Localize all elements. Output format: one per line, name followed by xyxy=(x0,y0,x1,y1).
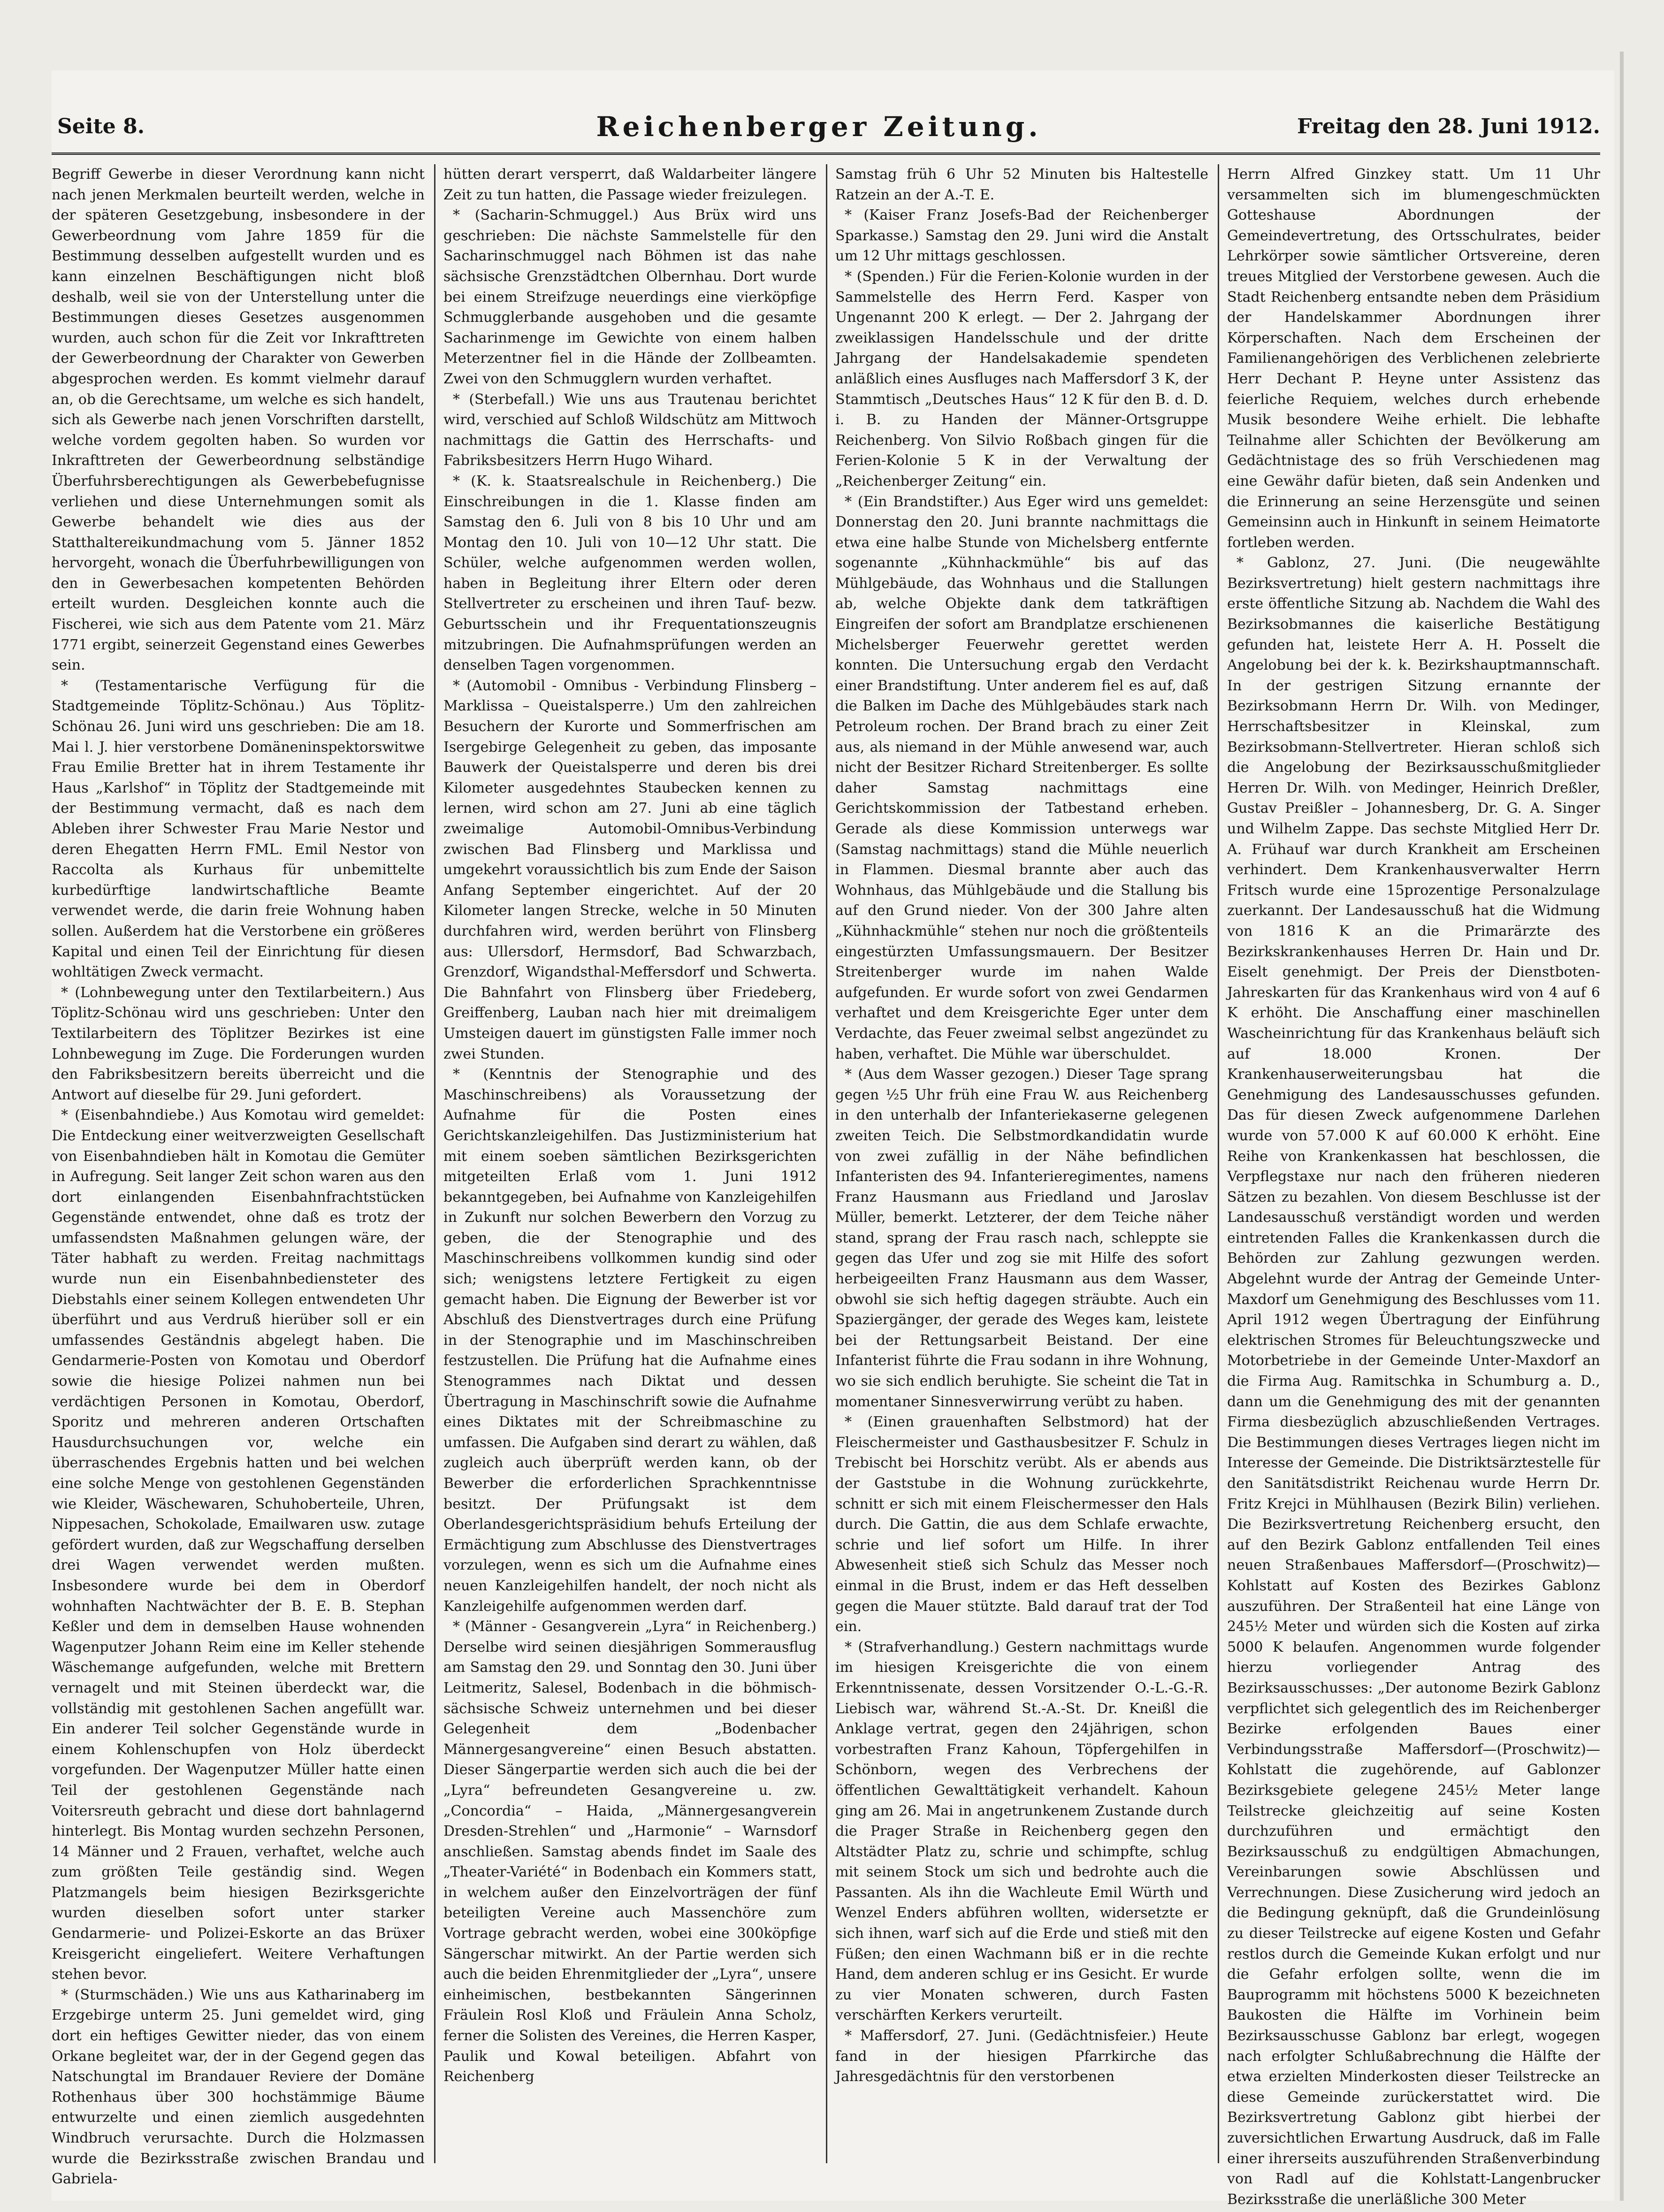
article-paragraph: Begriff Gewerbe in dieser Verordnung kann nicht nach jenen Merkmalen beurteilt werden, welche in der späteren Gesetzgebung, insbesondere in der Gewerbeordnung vom Jahre 1859 für die Bestimmung desselben aufgestellt wurden und es kann einzelnen Beschäftigungen nicht bloß deshalb, weil sie von der Unterstellung unter die Bestimmungen dieses Gesetzes ausgenommen wurden, auch schon für die Zeit vor Inkrafttreten der Gewerbeordnung der Charakter von Gewerben abgesprochen werden. Es kommt vielmehr darauf an, ob die Gerechtsame, um welche es sich handelt, sich als Gewerbe nach jenen Vorschriften darstellt, welche vordem gegolten haben. So wurden vor Inkrafttreten der Gewerbeordnung selbständige Überfuhrsberechtigungen als Gewerbebefugnisse verliehen und diese Unternehmungen somit als Gewerbe behandelt wie dies aus der Statthaltereikundmachung vom 5. Jänner 1852 hervorgeht, wonach die Überfuhrbewilligungen von den in Gewerbesachen kompetenten Behörden erteilt wurden. Desgleichen konnte auch die Fischerei, wie sich aus dem Patente vom 21. März 1771 ergibt, seinerzeit Gegenstand eines Gewerbes sein. xyxy=(52,166,425,674)
page-header xyxy=(52,108,1600,155)
article-paragraph: * (Kenntnis der Stenographie und des Maschinschreibens) als Voraussetzung der Aufnahme für die Posten eines Gerichtskanzleigehilfen. Das Justizministerium hat mit einem soeben sämtlichen Bezirksgerichten mitgeteilten Erlaß vom 1. Juni 1912 bekanntgegeben, bei Aufnahme von Kanzleigehilfen in Zukunft nur solchen Bewerbern den Vorzug zu geben, die der Stenographie und des Maschinschreibens vollkommen kundig sind oder sich; wenigstens letztere Fertigkeit zu eigen gemacht haben. Die Eignung der Bewerber ist vor Abschluß des Dienstvertrages durch eine Prüfung in der Stenographie und im Maschinschreiben festzustellen. Die Prüfung hat die Aufnahme eines Stenogrammes nach Diktat und dessen Übertragung in Maschinschrift sowie die Aufnahme eines Diktates mit der Schreibmaschine zu umfassen. Die Aufgaben sind derart zu wählen, daß zugleich auch überprüft werden kann, ob der Bewerber die erforderlichen Sprachkenntnisse besitzt. Der Prüfungsakt ist dem Oberlandesgerichtspräsidium behufs Erteilung der Ermächtigung zum Abschlusse des Dienstvertrages vorzulegen, wenn es sich um die Aufnahme eines neuen Kanzleigehilfen handelt, der noch nicht als Kanzleigehilfe aufgenommen werden darf. xyxy=(443,1066,817,1615)
article-paragraph: Herrn Alfred Ginzkey statt. Um 11 Uhr versammelten sich im blumengeschmückten Gotteshause Abordnungen der Gemeindevertretung, des Ortsschulrates, beider Lehrkörper sowie sämtlicher Ortsvereine, deren treues Mitglied der Verstorbene gewesen. Auch die Stadt Reichenberg entsandte neben dem Präsidium der Handelskammer Abordnungen ihrer Körperschaften. Nach dem Erscheinen der Familienangehörigen des Verblichenen zelebrierte Herr Dechant P. Heyne unter Assistenz das feierliche Requiem, welches durch erhebende Musik besondere Weihe erhielt. Die lebhafte Teilnahme aller Schichten der Bevölkerung am Gedächtnistage des so früh Verschiedenen mag eine Gewähr dafür bieten, daß sein Andenken und die Erinnerung an seine Herzensgüte und seinen Gemeinsinn auch in Hinkunft in seinem Heimatorte fortleben werden. xyxy=(1227,166,1600,551)
article-paragraph: * (Kaiser Franz Josefs-Bad der Reichenberger Sparkasse.) Samstag den 29. Juni wird die Anstalt um 12 Uhr mittags geschlossen. xyxy=(835,207,1208,265)
article-paragraph: Samstag früh 6 Uhr 52 Minuten bis Haltestelle Ratzein an der A.-T. E. xyxy=(835,166,1208,203)
article-paragraph: * (Lohnbewegung unter den Textilarbeitern.) Aus Töplitz-Schönau wird uns geschrieben: Unter den Textilarbeitern des Töplitzer Bezirkes ist eine Lohnbewegung im Zuge. Die Forderungen wurden den Fabriksbesitzern bereits überreicht und die Antwort auf dieselbe für 29. Juni gefordert. xyxy=(52,984,425,1103)
column-rule xyxy=(434,164,435,2163)
article-paragraph: * (Männer - Gesangverein „Lyra“ in Reichenberg.) Derselbe wird seinen diesjährigen Sommerausflug am Samstag den 29. und Sonntag den 30. Juni über Leitmeritz, Salesel, Bodenbach in die böhmisch-sächsische Schweiz unternehmen und bei dieser Gelegenheit dem „Bodenbacher Männergesangvereine“ einen Besuch abstatten. Dieser Sängerpartie werden sich auch die bei der „Lyra“ befreundeten Gesangvereine u. zw. „Concordia“ – Haida, „Männergesangverein Dresden-Strehlen“ und „Harmonie“ – Warnsdorf anschließen. Samstag abends findet im Saale des „Theater-Variété“ in Bodenbach ein Kommers statt, in welchem außer den Einzelvorträgen der fünf beteiligten Vereine auch Massenchöre zum Vortrage gebracht werden, wobei eine 300köpfige Sängerschar mitwirkt. An der Partie werden sich auch die beiden Ehrenmitglieder der „Lyra“, unsere einheimischen, bestbekannten Sängerinnen Fräulein Rosl Kloß und Fräulein Anna Scholz, ferner die Solisten des Vereines, die Herren Kasper, Paulik und Kowal beteiligen. Abfahrt von Reichenberg xyxy=(443,1618,817,2085)
article-paragraph: hütten derart versperrt, daß Waldarbeiter längere Zeit zu tun hatten, die Passage wieder freizulegen. xyxy=(443,166,817,203)
newspaper-page xyxy=(52,70,1614,2208)
article-paragraph: * (Testamentarische Verfügung für die Stadtgemeinde Töplitz-Schönau.) Aus Töplitz-Schönau 26. Juni wird uns geschrieben: Die am 18. Mai l. J. hier verstorbene Domäneninspektorswitwe Frau Emilie Bretter hat in ihrem Testamente ihr Haus „Karlshof“ in Töplitz der Stadtgemeinde mit der Bestimmung vermacht, daß es nach dem Ableben ihrer Schwester Frau Marie Nestor und deren Ehegatten Herrn FML. Emil Nestor von Raccolta als Kurhaus für unbemittelte kurbedürftige landwirtschaftliche Beamte verwendet werde, die darin freie Wohnung haben sollen. Außerdem hat die Verstorbene ein größeres Kapital und einen Teil der Einrichtung für diesen wohltätigen Zweck vermacht. xyxy=(52,677,425,981)
article-paragraph: * (Spenden.) Für die Ferien-Kolonie wurden in der Sammelstelle des Herrn Ferd. Kasper von Ungenannt 200 K erlegt. — Der 2. Jahrgang der zweiklassigen Handelsschule und der dritte Jahrgang der Handelsakademie spendeten anläßlich eines Ausfluges nach Maffersdorf 3 K, der Stammtisch „Deutsches Haus“ 12 K für den B. d. D. i. B. zu Handen der Männer-Ortsgruppe Reichenberg. Von Silvio Roßbach gingen für die Ferien-Kolonie 5 K in der Verwaltung der „Reichenberger Zeitung“ ein. xyxy=(835,268,1208,489)
article-paragraph: * (Aus dem Wasser gezogen.) Dieser Tage sprang gegen ½5 Uhr früh eine Frau W. aus Reichenberg in den unterhalb der Infanteriekaserne gelegenen zweiten Teich. Die Selbstmordkandidatin wurde von zwei zufällig in der Nähe befindlichen Infanteristen des 94. Infanterieregimentes, namens Franz Hausmann aus Friedland und Jaroslav Müller, bemerkt. Letzterer, der dem Teiche näher stand, sprang der Frau rasch nach, schleppte sie gegen das Ufer und zog sie mit Hilfe des sofort herbeigeeilten Franz Hausmann aus dem Wasser, obwohl sie sich heftig dagegen sträubte. Auch ein Spaziergänger, der gerade des Weges kam, leistete bei der Rettungsarbeit Beistand. Der eine Infanterist führte die Frau sodann in ihre Wohnung, wo sie sich endlich beruhigte. Sie scheint die Tat in momentaner Sinnesverwirrung verübt zu haben. xyxy=(835,1066,1208,1410)
article-paragraph: * (Ein Brandstifter.) Aus Eger wird uns gemeldet: Donnerstag den 20. Juni brannte nachmittags die etwa eine halbe Stunde von Michelsberg entfernte sogenannte „Kühnhackmühle“ bis auf das Mühlgebäude, das Wohnhaus und die Stallungen ab, welche Objekte dank dem tatkräftigen Eingreifen der sofort am Brandplatze erschienenen Michelsberger Feuerwehr gerettet werden konnten. Die Untersuchung ergab den Verdacht einer Brandstiftung. Unter anderem fiel es auf, daß die Balken im Dache des Mühlgebäudes stark nach Petroleum rochen. Der Brand brach zu einer Zeit aus, als niemand in der Mühle anwesend war, auch nicht der Besitzer Richard Streitenberger. Es sollte daher Samstag nachmittags eine Gerichtskommission der Tatbestand erheben. Gerade als diese Kommission unterwegs war (Samstag nachmittags) stand die Mühle neuerlich in Flammen. Diesmal brannte aber auch das Wohnhaus, das Mühlgebäude und die Stallung bis auf den Grund nieder. Von der 300 Jahre alten „Kühnhackmühle“ stehen nur noch die größtenteils eingestürzten Umfassungsmauern. Der Besitzer Streitenberger wurde im nahen Walde aufgefunden. Er wurde sofort von zwei Gendarmen verhaftet und dem Kreisgerichte Eger unter dem Verdachte, das Feuer zweimal selbst angezündet zu haben, verhaftet. Die Mühle war überschuldet. xyxy=(835,493,1208,1062)
column-rule xyxy=(1218,164,1219,2163)
article-paragraph: * (Sacharin-Schmuggel.) Aus Brüx wird uns geschrieben: Die nächste Sammelstelle für den Sacharinschmuggel nach Böhmen ist das nahe sächsische Grenzstädtchen Olbernhau. Dort wurde bei einem Streifzuge neuerdings eine vierköpfige Schmugglerbande ausgehoben und die gesamte Sacharinmenge im Gewichte von einem halben Meterzentner fiel in die Hände der Zollbeamten. Zwei von den Schmugglern wurden verhaftet. xyxy=(443,207,817,387)
column-rule xyxy=(826,164,827,2163)
column-1 xyxy=(52,164,425,2188)
article-paragraph: * (Automobil - Omnibus - Verbindung Flinsberg – Marklissa – Queistalsperre.) Um den zahlreichen Besuchern der Kurorte und Sommerfrischen am Isergebirge Gelegenheit zu geben, das imposante Bauwerk der Queistalsperre und deren bis drei Kilometer ausgedehntes Staubecken kennen zu lernen, wird schon am 27. Juni ab eine täglich zweimalige Automobil-Omnibus-Verbindung zwischen Bad Flinsberg und Marklissa und umgekehrt voraussichtlich bis zum Ende der Saison Anfang September eingerichtet. Auf der 20 Kilometer langen Strecke, welche in 50 Minuten durchfahren wird, werden berührt von Flinsberg aus: Ullersdorf, Hermsdorf, Bad Schwarzbach, Grenzdorf, Wigandsthal-Meffersdorf und Schwerta. Die Bahnfahrt von Flinsberg über Friedeberg, Greiffenberg, Lauban nach hier mit dreimaligem Umsteigen dauert im günstigsten Falle immer noch zwei Stunden. xyxy=(443,677,817,1062)
article-paragraph: * Gablonz, 27. Juni. (Die neugewählte Bezirksvertretung) hielt gestern nachmittags ihre erste öffentliche Sitzung ab. Nachdem die Wahl des Bezirksobmannes die kaiserliche Bestätigung gefunden hat, leistete Herr A. H. Posselt die Angelobung bei der k. k. Bezirkshauptmannschaft. In der gestrigen Sitzung ernannte der Bezirksobmann Herrn Dr. Wilh. von Medinger, Herrschaftsbesitzer in Kleinskal, zum Bezirksobmann-Stellvertreter. Hieran schloß sich die Angelobung der Bezirksausschußmitglieder Herren Dr. Wilh. von Medinger, Heinrich Dreßler, Gustav Preißler – Johannesberg, Dr. G. A. Singer und Wilhelm Zappe. Das sechste Mitglied Herr Dr. A. Frühauf war durch Krankheit am Erscheinen verhindert. Dem Krankenhausverwalter Herrn Fritsch wurde eine 15prozentige Personalzulage zuerkannt. Der Landesausschuß hat die Widmung von 1816 K an die Primarärzte des Bezirkskrankenhauses Herren Dr. Hain und Dr. Eiselt genehmigt. Der Preis der Dienstboten-Jahreskarten für das Krankenhaus wird von 4 auf 6 K erhöht. Die Anschaffung einer maschinellen Wascheinrichtung für das Krankenhaus beläuft sich auf 18.000 Kronen. Der Krankenhauserweiterungsbau hat die Genehmigung des Landesausschusses gefunden. Das für diesen Zweck aufgenommene Darlehen wurde von 57.000 K auf 60.000 K erhöht. Eine Reihe von Krankenkassen hat beschlossen, die Verpflegstaxe nur nach den früheren niederen Sätzen zu bezahlen. Von diesem Beschlusse ist der Landesausschuß verständigt worden und werden eintretenden Falles die Krankenkassen durch die Behörden zur Zahlung gezwungen werden. Abgelehnt wurde der Antrag der Gemeinde Unter-Maxdorf um Genehmigung des Beschlusses vom 11. April 1912 wegen Übertragung der Einführung elektrischen Stromes für Beleuchtungszwecke und Motorbetriebe in der Gemeinde Unter-Maxdorf an die Firma Aug. Ramitschka in Schumburg a. D., dann um die Genehmigung des mit der genannten Firma diesbezüglich abzuschließenden Vertrages. Die Bestimmungen dieses Vertrages liegen nicht im Interesse der Gemeinde. Die Distriktsärztestelle für den Sanitätsdistrikt Reichenau wurde Herrn Dr. Fritz Krejci in Mühlhausen (Bezirk Bilin) verliehen. Die Bezirksvertretung Reichenberg ersucht, den auf den Bezirk Gablonz entfallenden Teil eines neuen Straßenbaues Maffersdorf—(Proschwitz)—Kohlstatt auf Kosten des Bezirkes Gablonz auszuführen. Der Straßenteil hat eine Länge von 245½ Meter und würden sich die Kosten auf zirka 5000 K belaufen. Angenommen wurde folgender hierzu vorliegender Antrag des Bezirksausschusses: „Der autonome Bezirk Gablonz verpflichtet sich gelegentlich des im Reichenberger Bezirke erfolgenden Baues einer Verbindungsstraße Maffersdorf—(Proschwitz)—Kohlstatt die zugehörende, auf Gablonzer Bezirksgebiete gelegene 245½ Meter lange Teilstrecke gleichzeitig auf seine Kosten durchzuführen und ermächtigt den Bezirksausschuß zu endgültigen Abmachungen, Vereinbarungen sowie Abschlüssen und Verrechnungen. Diese Zusicherung wird jedoch an die Bedingung geknüpft, daß die Grundeinlösung zu dieser Teilstrecke auf eigene Kosten und Gefahr restlos durch die Gemeinde Kukan erfolgt und nur die Gefahr erfolgen sollte, wenn die im Bauprogramm mit höchstens 5000 K bezeichneten Baukosten die Hälfte im Vorhinein beim Bezirksausschusse Gablonz bar erlegt, wogegen nach erfolgter Schlußabrechnung die Hälfte der etwa erzielten Minderkosten dieser Teilstrecke an diese Gemeinde zurückerstattet wird. Die Bezirksvertretung Gablonz gibt hierbei der zuversichtlichen Erwartung Ausdruck, daß im Falle einer ihrerseits auszuführenden Straßenverbindung von Radl auf die Kohlstatt-Langenbrucker Bezirksstraße die unerläßliche 300 Meter xyxy=(1227,555,1600,2208)
scan-page-edge xyxy=(1620,52,1624,2201)
article-paragraph: * (Einen grauenhaften Selbstmord) hat der Fleischermeister und Gasthausbesitzer F. Schulz in Trebischt bei Horschitz verübt. Als er abends aus der Gaststube in die Wohnung zurückkehrte, schnitt er sich mit einem Fleischermesser den Hals durch. Die Gattin, die aus dem Schlafe erwachte, schrie und lief sofort um Hilfe. In ihrer Abwesenheit stieß sich Schulz das Messer noch einmal in die Brust, indem er das Heft desselben gegen die Mauer stützte. Bald darauf trat der Tod ein. xyxy=(835,1414,1208,1635)
column-3 xyxy=(835,164,1208,2163)
article-paragraph: * (Strafverhandlung.) Gestern nachmittags wurde im hiesigen Kreisgerichte die von einem Erkenntnissenate, dessen Vorsitzender O.-L.-G.-R. Liebisch war, während St.-A.-St. Dr. Kneißl die Anklage vertrat, gegen den 24jährigen, schon vorbestraften Franz Kahoun, Töpfergehilfen in Schönborn, wegen des Verbrechens der öffentlichen Gewalttätigkeit verhandelt. Kahoun ging am 26. Mai in angetrunkenem Zustande durch die Prager Straße in Reichenberg gegen den Altstädter Platz zu, schrie und schimpfte, schlug mit seinem Stock um sich und bedrohte auch die Passanten. Als ihn die Wachleute Emil Würth und Wenzel Enders abführen wollten, widersetzte er sich ihnen, warf sich auf die Erde und stieß mit den Füßen; den einen Wachmann biß er in die rechte Hand, dem anderen schlug er ins Gesicht. Er wurde zu vier Monaten schweren, durch Fasten verschärften Kerkers verurteilt. xyxy=(835,1639,1208,2024)
article-paragraph: * (Sturmschäden.) Wie uns aus Katharinaberg im Erzgebirge unterm 25. Juni gemeldet wird, ging dort ein heftiges Gewitter nieder, das von einem Orkane begleitet war, der in der Gegend gegen das Natschungtal im Brandauer Reviere der Domäne Rothenhaus über 300 hochstämmige Bäume entwurzelte und einen ziemlich ausgedehnten Windbruch verursachte. Durch die Holzmassen wurde die Bezirksstraße zwischen Brandau und Gabriela- xyxy=(52,1986,425,2188)
article-paragraph: * Maffersdorf, 27. Juni. (Gedächtnisfeier.) Heute fand in der hiesigen Pfarrkirche das Jahresgedächtnis für den verstorbenen xyxy=(835,2028,1208,2085)
column-2 xyxy=(443,164,817,2163)
article-paragraph: * (K. k. Staatsrealschule in Reichenberg.) Die Einschreibungen in die 1. Klasse finden am Samstag den 6. Juli von 8 bis 10 Uhr und am Montag den 10. Juli von 10—12 Uhr statt. Die Schüler, welche aufgenommen werden wollen, haben in Begleitung ihrer Eltern oder deren Stellvertreter zu erscheinen und ihren Tauf- bezw. Geburtsschein und ihr Frequentationszeugnis mitzubringen. Die Aufnahmsprüfungen werden an denselben Tagen vorgenommen. xyxy=(443,473,817,674)
page-number: Seite 8. xyxy=(57,114,145,138)
article-paragraph: * (Sterbefall.) Wie uns aus Trautenau berichtet wird, verschied auf Schloß Wildschütz am Mittwoch nachmittags die Gattin des Herrschafts- und Fabriksbesitzers Herrn Hugo Wihard. xyxy=(443,391,817,469)
article-columns xyxy=(52,164,1605,2208)
column-4 xyxy=(1227,164,1600,2208)
masthead-title: Reichenberger Zeitung. xyxy=(596,111,1042,143)
article-paragraph: * (Eisenbahndiebe.) Aus Komotau wird gemeldet: Die Entdeckung einer weitverzweigten Gesellschaft von Eisenbahndieben hält in Komotau die Gemüter in Aufregung. Seit langer Zeit schon waren aus den dort einlangenden Eisenbahnfrachtstücken Gegenstände entwendet, ohne daß es trotz der umfassendsten Maßnahmen gelungen wäre, der Täter habhaft zu werden. Freitag nachmittags wurde nun ein Eisenbahnbediensteter des Diebstahls einer seinem Kollegen entwendeten Uhr überführt und aus Verdruß hierüber soll er ein umfassendes Geständnis abgelegt haben. Die Gendarmerie-Posten von Komotau und Oberdorf sowie die hiesige Polizei nahmen nun bei verdächtigen Personen in Komotau, Oberdorf, Sporitz und mehreren anderen Ortschaften Hausdurchsuchungen vor, welche ein überraschendes Ergebnis hatten und bei welchen eine solche Menge von gestohlenen Gegenständen wie Kleider, Wäschewaren, Schuhoberteile, Uhren, Nippesachen, Schokolade, Emailwaren usw. zutage gefördert wurden, daß zur Wegschaffung derselben drei Wagen verwendet werden mußten. Insbesondere wurde bei dem in Oberdorf wohnhaften Nachtwächter der B. E. B. Stephan Keßler und dem in demselben Hause wohnenden Wagenputzer Johann Reim eine im Keller stehende Wäschemange aufgefunden, welche mit Brettern vernagelt und mit Steinen überdeckt war, die vollständig mit gestohlenen Sachen angefüllt war. Ein anderer Teil solcher Gegenstände wurde in einem Kohlenschupfen von Holz überdeckt vorgefunden. Der Wagenputzer Müller hatte einen Teil der gestohlenen Gegenstände nach Voitersreuth gebracht und diese dort bahnlagernd hinterlegt. Bis Montag wurden sechzehn Personen, 14 Männer und 2 Frauen, verhaftet, welche auch zum größten Teile geständig sind. Wegen Platzmangels beim hiesigen Bezirksgerichte wurden dieselben sofort unter starker Gendarmerie- und Polizei-Eskorte an das Brüxer Kreisgericht eingeliefert. Weitere Verhaftungen stehen bevor. xyxy=(52,1107,425,1983)
issue-date: Freitag den 28. Juni 1912. xyxy=(1297,114,1600,138)
